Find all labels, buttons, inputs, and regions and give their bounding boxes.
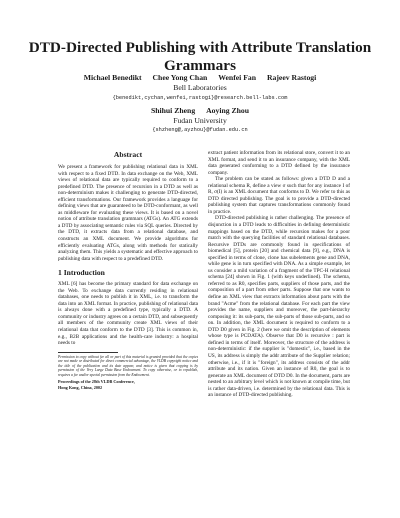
author-list-2 xyxy=(20,106,380,116)
author-name: Chee Yong Chan xyxy=(152,73,208,82)
author-name: Aoying Zhou xyxy=(206,106,250,115)
right-paragraph: DTD-directed publishing is rather challenging. The presence of disjunction in a DTD leads to difficulties in defining deterministic mappings based on the DTD, while recursion makes for a poor match with the querying facilities of standard relational databases. Recursive DTDs are commonly found in specifications of biomedical [5], protein [20] and chemical data [9], e.g., DNA is specified in terms of clone, clone has subelements gene and DNA, while gene is in turn specified with DNA. As a simple example, let us consider a mild variation of a fragment of the TPC-H relational schema [24] shown in Fig. 1 (with keys underlined). The schema, referred to as R0, specifies parts, suppliers of those parts, and the composition of a part from other parts. Suppose that one wants to define an XML view that extracts information about parts with the brand "Acme" from the relational database. For each part the view provides the name, suppliers and moreover, the part-hierarchy composing it: its sub-parts, the sub-parts of those sub-parts, and so on. In addition, the XML document is required to conform to a DTD D0 given in Fig. 2 (here we omit the description of elements whose type is PCDATA). Observe that D0 is recursive : part is defined in terms of itself. Moreover, the structure of the address is non-deterministic: if the supplier is "domestic", i.e., based in the US, its address is simply the addr attribute of the Supplier relation; otherwise, i.e., if it is "foreign", its address consists of the addr attribute and its nation. Given an instance of R0, the goal is to generate an XML document of DTD D0. In the document, parts are nested to an arbitrary level which is not known at compile time, but is rather data-driven, i.e. determined by the relational data. This is an instance of DTD-directed publishing. xyxy=(208,215,350,399)
right-column xyxy=(208,150,350,399)
email-2: {shzheng@,ayzhou}@fudan.edu.cn xyxy=(152,127,248,133)
intro-text: XML [6] has become the primary standard for data exchange on the Web. To exchange data currently residing in relational databases, one needs to publish it in XML, i.e. to transform the data into an XML format. In practice, publishing of relational data is always done with a predefined type, typically a DTD. A community or industry agrees on a certain DTD, and subsequently all members of the community create XML views of their relational data that conform to the DTD [3]. This is common in, e.g., B2B applications and the health-care industry: a hospital needs to xyxy=(58,281,198,347)
email-1: {benedikt,cychan,wenfei,rastogi}@research.bell-labs.com xyxy=(112,95,288,101)
abstract-heading: Abstract xyxy=(113,150,143,159)
footnote-rule xyxy=(58,352,118,353)
author-name: Michael Benedikt xyxy=(83,73,142,82)
right-paragraph: extract patient information from its relational store, convert it to an XML format, and send it to an insurance company, with the XML data generated conforming to a DTD defined by the insurance company. xyxy=(208,150,350,176)
proceedings-note: Proceedings of the 28th VLDB Conference, Hong Kong, China, 2002 xyxy=(58,379,135,390)
right-paragraph: The problem can be stated as follows: given a DTD D and a relational schema R, define a view σ such that for any instance I of R, σ(I) is an XML document that conforms to D. We refer to this as DTD directed publishing. The goal is to provide a DTD-directed publishing system that captures transformations commonly found in practice. xyxy=(208,176,350,215)
copyright-footnote: Permission to copy without fee all or part of this material is granted provided that the copies are not made or distributed for direct commercial advantage, the VLDB copyright notice and the title of the publication and its date appear, and notice is given that copying is by permission of the Very Large Data Base Endowment. To copy otherwise, or to republish, requires a fee and/or special permission from the Endowment. xyxy=(58,354,198,377)
left-column xyxy=(58,150,198,390)
author-name: Shihui Zheng xyxy=(150,106,196,115)
paper-title: DTD-Directed Publishing with Attribute Translation Grammars xyxy=(28,39,372,74)
author-name: Rajeev Rastogi xyxy=(266,73,317,82)
affiliation-2: Fudan University xyxy=(173,116,227,125)
intro-heading: 1 Introduction xyxy=(58,268,105,278)
author-name: Wenfei Fan xyxy=(218,73,257,82)
affiliation-1: Bell Laboratories xyxy=(173,83,227,92)
author-list-1 xyxy=(20,73,380,83)
abstract-text: We present a framework for publishing relational data in XML with respect to a fixed DTD. In data exchange on the Web, XML views of relational data are typically required to conform to a predefined DTD. The presence of recursion in a DTD as well as non-determinism makes it challenging to generate DTD-directed, efficient transformations. Our framework provides a language for defining views that are guaranteed to be DTD-conformant, as well as middleware for evaluating these views. It is based on a novel notion of attribute translation grammars (ATGs). An ATG extends a DTD by associating semantic rules via SQL queries. Directed by the DTD, it extracts data from a relational database, and constructs an XML document. We provide algorithms for efficiently evaluating ATGs, along with methods for statically analyzing them. This yields a systematic and effective approach to publishing data with respect to a predefined DTD. xyxy=(58,164,198,262)
